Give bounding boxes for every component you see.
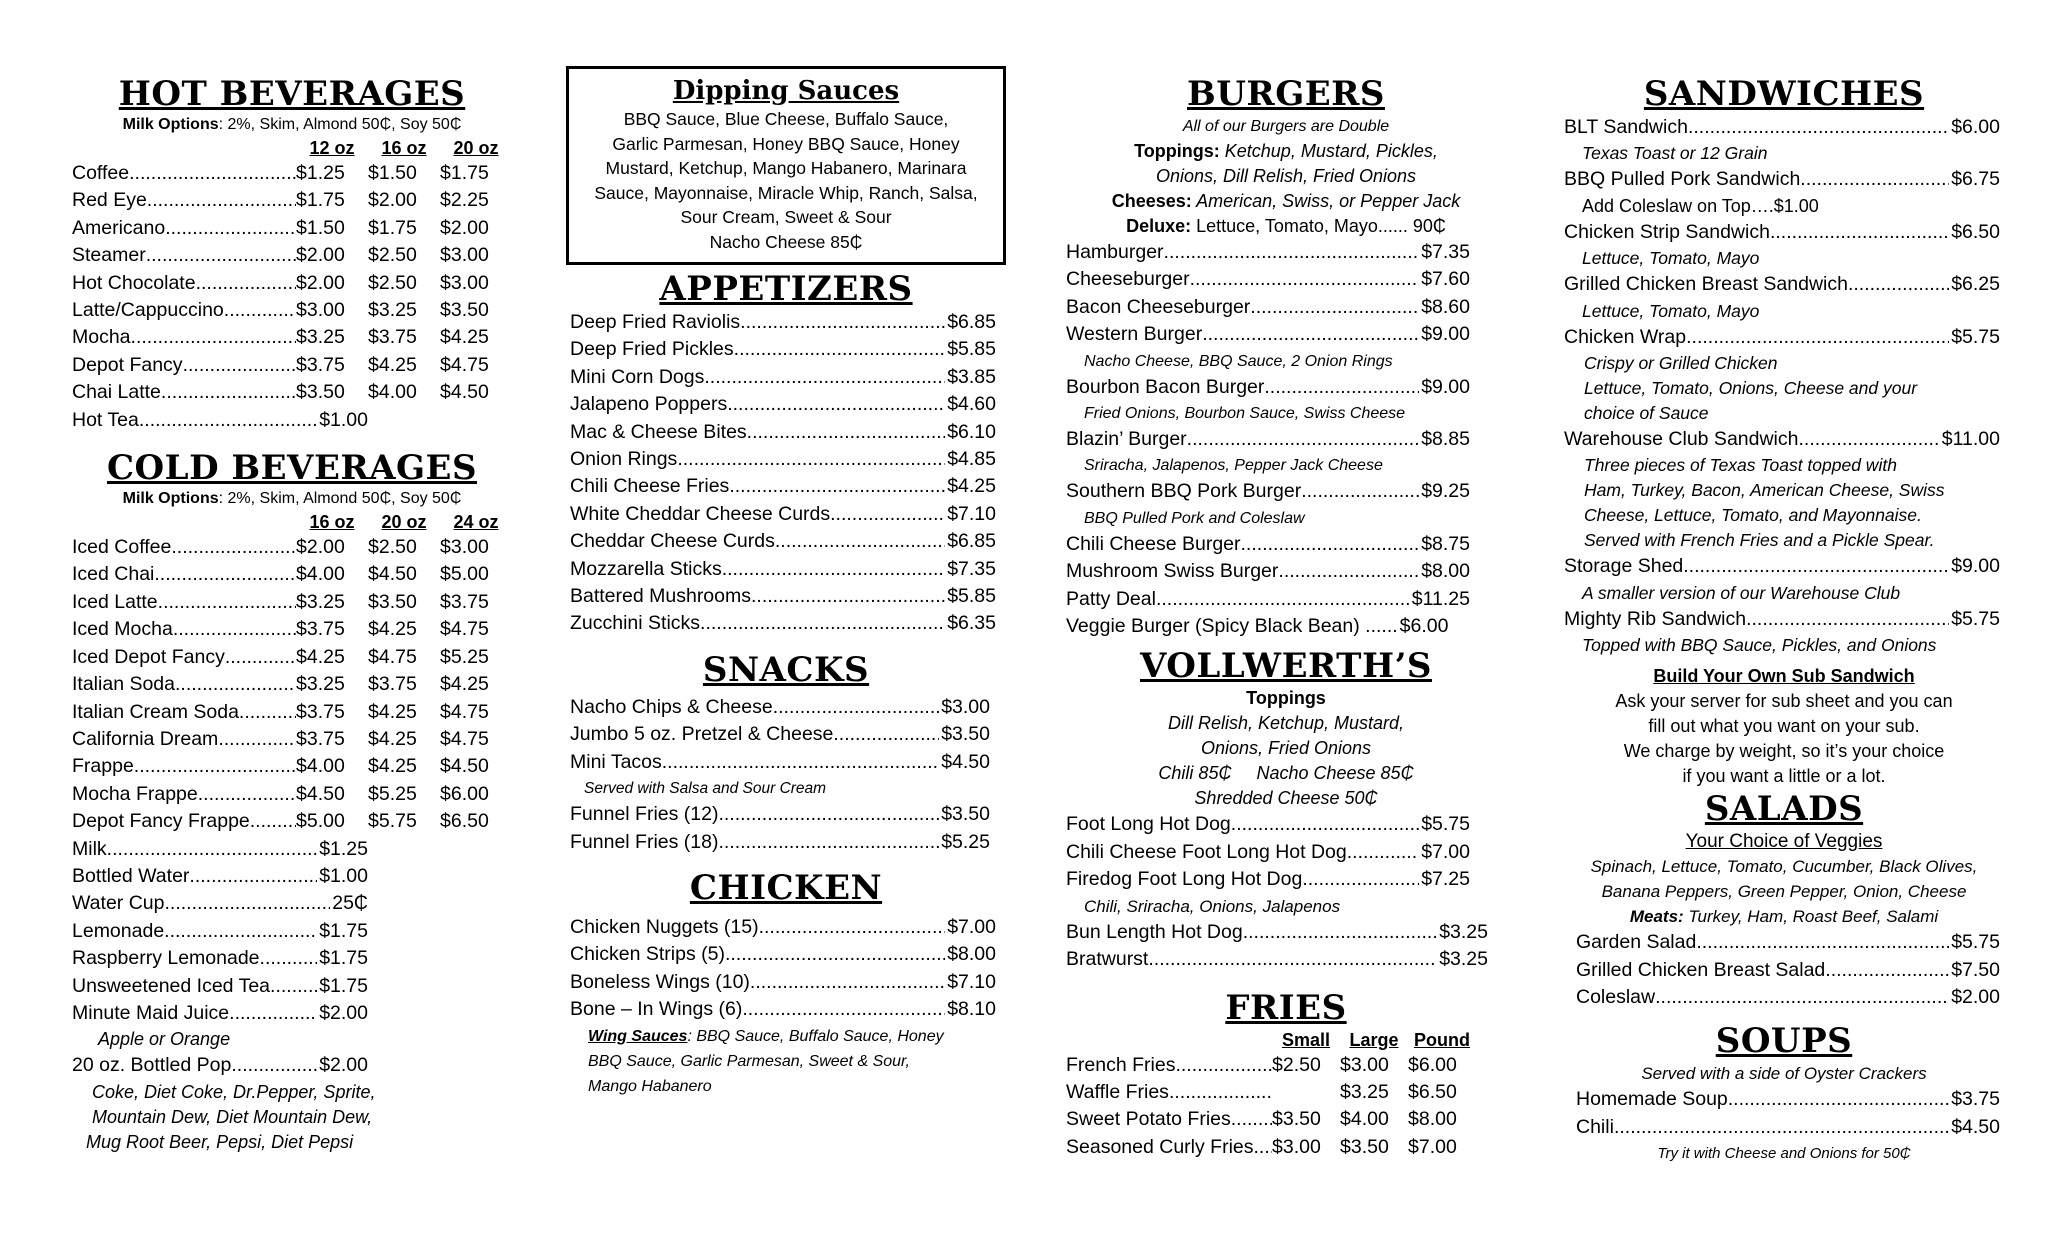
item-note: choice of Sauce: [1584, 403, 1709, 424]
pop-note: Coke, Diet Coke, Dr.Pepper, Sprite,: [92, 1081, 376, 1102]
menu-item: Cheeseburger ..... $7.60: [1066, 266, 1470, 293]
salad-veggies: Spinach, Lettuce, Tomato, Cucumber, Black Olives,: [1590, 857, 1978, 877]
menu-item: Frappe ..... $4.00 $4.25 $4.50: [72, 753, 512, 780]
hot-beverages-heading: HOT BEVERAGES: [118, 74, 466, 114]
menu-item: Chili Cheese Burger ..... $8.75: [1066, 531, 1470, 558]
column-appetizers: [566, 0, 1006, 1099]
menu-item: Western Burger ..... $9.00: [1066, 321, 1470, 348]
menu-item: Foot Long Hot Dog ..... $5.75: [1066, 811, 1470, 838]
burger-list: [1066, 239, 1506, 613]
menu-item: Steamer ..... $2.00 $2.50 $3.00: [72, 242, 512, 269]
burgers-heading: BURGERS: [1187, 74, 1385, 114]
menu-item: Raspberry Lemonade ..... $1.75: [72, 945, 512, 972]
menu-item: Lemonade ..... $1.75: [72, 918, 512, 945]
menu-item: Bratwurst ..... $3.25: [1066, 946, 1488, 973]
item-note: Topped with BBQ Sauce, Pickles, and Onions: [1582, 635, 1937, 656]
hot-milk-options: Milk Options: 2%, Skim, Almond 50₵, Soy 50₵: [122, 116, 462, 133]
menu-item: Chai Latte ..... $3.50 $4.00 $4.50: [72, 379, 512, 406]
menu-item: Bottled Water ..... $1.00: [72, 863, 512, 890]
menu-item: Hamburger ..... $7.35: [1066, 239, 1470, 266]
soup-list: [1564, 1086, 2004, 1141]
fries-list: [1066, 1052, 1506, 1162]
vollwerths-toppings-title: Toppings: [1246, 688, 1326, 709]
menu-item: Depot Fancy ..... $3.75 $4.25 $4.75: [72, 352, 512, 379]
pop-note: Mountain Dew, Diet Mountain Dew,: [92, 1106, 373, 1127]
item-note: Ham, Turkey, Bacon, American Cheese, Swiss: [1584, 480, 1945, 501]
soups-intro: Served with a side of Oyster Crackers: [1641, 1064, 1927, 1084]
menu-item: Mac & Cheese Bites ..... $6.10: [570, 419, 996, 446]
item-note: Texas Toast or 12 Grain: [1582, 143, 1768, 164]
menu-item: Seasoned Curly Fries ..... $3.00 $3.50 $7.00: [1066, 1134, 1476, 1161]
menu-item: Hot Chocolate ..... $2.00 $2.50 $3.00: [72, 270, 512, 297]
menu-item: Coleslaw ..... $2.00: [1576, 984, 2000, 1011]
menu-item: Jalapeno Poppers ..... $4.60: [570, 391, 996, 418]
menu-item: Latte/Cappuccino ..... $3.00 $3.25 $3.50: [72, 297, 512, 324]
menu-item: Deep Fried Raviolis ..... $6.85: [570, 309, 996, 336]
byo-line: Ask your server for sub sheet and you can: [1615, 691, 1953, 712]
menu-item: Chili Cheese Fries ..... $4.25: [570, 473, 996, 500]
snacks-heading: SNACKS: [702, 649, 870, 690]
menu-item: Hot Tea ..... $1.00: [72, 407, 512, 434]
menu-item: Warehouse Club Sandwich ..... $11.00: [1564, 426, 2000, 453]
menu-item: Minute Maid Juice ..... $2.00: [72, 1000, 512, 1027]
menu-item: Mocha ..... $3.25 $3.75 $4.25: [72, 324, 512, 351]
sauce-line: Sauce, Mayonnaise, Miracle Whip, Ranch, Salsa,: [594, 182, 978, 203]
menu-item: Bacon Cheeseburger ..... $8.60: [1066, 294, 1470, 321]
sauce-line: Mustard, Ketchup, Mango Habanero, Marinara: [605, 158, 967, 178]
appetizer-list: [566, 309, 1006, 638]
sauce-line: Sour Cream, Sweet & Sour: [680, 207, 892, 227]
byo-line: fill out what you want on your sub.: [1648, 716, 1920, 737]
menu-item: Southern BBQ Pork Burger ..... $9.25: [1066, 478, 1470, 505]
menu-item: Veggie Burger (Spicy Black Bean) ...... $6.00: [1066, 615, 1449, 638]
menu-item: Zucchini Sticks ..... $6.35: [570, 610, 996, 637]
pop-note: Mug Root Beer, Pepsi, Diet Pepsi: [86, 1131, 354, 1152]
menu-item: White Cheddar Cheese Curds ..... $7.10: [570, 501, 996, 528]
menu-item: Battered Mushrooms ..... $5.85: [570, 583, 996, 610]
item-note: Lettuce, Tomato, Mayo: [1582, 300, 1760, 321]
item-note: Fried Onions, Bourbon Sauce, Swiss Cheese: [1084, 405, 1406, 423]
vollwerths-heading: VOLLWERTH’S: [1140, 646, 1432, 687]
soups-note: Try it with Cheese and Onions for 50₵: [1657, 1145, 1911, 1163]
item-note: Add Coleslaw on Top….$1.00: [1582, 195, 1819, 216]
menu-item: Chicken Strip Sandwich ..... $6.50: [1564, 219, 2000, 246]
menu-item: California Dream ..... $3.75 $4.25 $4.75: [72, 726, 512, 753]
menu-item: Italian Soda ..... $3.25 $3.75 $4.25: [72, 671, 512, 698]
menu-item: Mozzarella Sticks ..... $7.35: [570, 556, 996, 583]
sandwich-list: [1564, 114, 2004, 658]
vollwerths-toppings-line: Dill Relish, Ketchup, Mustard,: [1167, 713, 1405, 734]
dipping-sauces-box: [566, 66, 1006, 265]
menu-item: Iced Coffee ..... $2.00 $2.50 $3.00: [72, 534, 512, 561]
menu-item: Patty Deal ..... $11.25: [1066, 586, 1470, 613]
menu-item: Nacho Chips & Cheese ..... $3.00: [570, 694, 990, 721]
hot-beverage-list: [72, 160, 512, 407]
cold-size-header: 16 oz 20 oz 24 oz: [309, 512, 499, 533]
menu-item: Grilled Chicken Breast Sandwich ..... $6.25: [1564, 271, 2000, 298]
menu-item: Chicken Wrap ..... $5.75: [1564, 324, 2000, 351]
sandwiches-heading: SANDWICHES: [1643, 74, 1925, 114]
vollwerths-shredded: Shredded Cheese 50₵: [1194, 788, 1378, 809]
menu-item: Jumbo 5 oz. Pretzel & Cheese ..... $3.50: [570, 721, 990, 748]
cold-single-list: [72, 836, 512, 1028]
menu-item: Blazin’ Burger ..... $8.85: [1066, 426, 1470, 453]
menu-item: Firedog Foot Long Hot Dog ..... $7.25: [1066, 866, 1470, 893]
juice-note: Apple or Orange: [98, 1029, 231, 1050]
chicken-list: [566, 914, 1006, 1024]
burger-toppings: Toppings: Ketchup, Mustard, Pickles,: [1134, 141, 1438, 161]
hot-dog-list-2: [1066, 919, 1506, 974]
item-note: Crispy or Grilled Chicken: [1584, 353, 1778, 374]
menu-item: Mocha Frappe ..... $4.50 $5.25 $6.00: [72, 781, 512, 808]
menu-item: BLT Sandwich ..... $6.00: [1564, 114, 2000, 141]
column-burgers: [1066, 0, 1506, 1161]
menu-item: Mighty Rib Sandwich ..... $5.75: [1564, 606, 2000, 633]
menu-item: Americano ..... $1.50 $1.75 $2.00: [72, 215, 512, 242]
menu-item: Funnel Fries (12) ..... $3.50: [570, 801, 990, 828]
menu-item: Bourbon Bacon Burger ..... $9.00: [1066, 374, 1470, 401]
item-note: Cheese, Lettuce, Tomato, and Mayonnaise.: [1584, 505, 1922, 526]
menu-item: Onion Rings ..... $4.85: [570, 446, 996, 473]
menu-item: Milk ..... $1.25: [72, 836, 512, 863]
salad-meats: Meats: Turkey, Ham, Roast Beef, Salami: [1629, 907, 1939, 927]
burger-toppings-line: Onions, Dill Relish, Fried Onions: [1155, 166, 1417, 186]
salads-subtitle: Your Choice of Veggies: [1685, 831, 1883, 853]
menu-item: Iced Depot Fancy ..... $4.25 $4.75 $5.25: [72, 644, 512, 671]
burger-cheeses: Cheeses: American, Swiss, or Pepper Jack: [1111, 191, 1461, 211]
vollwerths-toppings-line: Onions, Fried Onions: [1200, 738, 1372, 759]
menu-item: Funnel Fries (18) ..... $5.25: [570, 829, 990, 856]
menu-item: Coffee ..... $1.25 $1.50 $1.75: [72, 160, 512, 187]
menu-item: Storage Shed ..... $9.00: [1564, 553, 2000, 580]
item-note: Lettuce, Tomato, Onions, Cheese and your: [1584, 378, 1918, 399]
menu-item: Water Cup ..... 25₵: [72, 890, 512, 917]
cold-milk-options: Milk Options: 2%, Skim, Almond 50₵, Soy 50₵: [122, 490, 462, 508]
menu-item: 20 oz. Bottled Pop ..... $2.00: [72, 1052, 512, 1079]
appetizers-heading: APPETIZERS: [659, 269, 913, 309]
column-sandwiches: [1564, 0, 2004, 1166]
firedog-note: Chili, Sriracha, Onions, Jalapenos: [1084, 896, 1341, 916]
cold-beverage-list: [72, 534, 512, 835]
wing-sauces-line: BBQ Sauce, Garlic Parmesan, Sweet & Sour,: [588, 1052, 910, 1070]
item-note: A smaller version of our Warehouse Club: [1582, 582, 1901, 603]
salad-list: [1564, 929, 2004, 1011]
hot-dog-list: [1066, 811, 1506, 893]
menu-item: Chicken Nuggets (15) ..... $7.00: [570, 914, 996, 941]
menu-item: Iced Latte ..... $3.25 $3.50 $3.75: [72, 589, 512, 616]
menu-item: Grilled Chicken Breast Salad ..... $7.50: [1576, 957, 2000, 984]
vollwerths-addons: Chili 85₵ Nacho Cheese 85₵: [1158, 763, 1414, 784]
salads-heading: SALADS: [1704, 789, 1864, 830]
menu-item: Garden Salad ..... $5.75: [1576, 929, 2000, 956]
item-note: Three pieces of Texas Toast topped with: [1584, 455, 1897, 476]
sauce-line: Garlic Parmesan, Honey BBQ Sauce, Honey: [612, 133, 960, 154]
chicken-heading: CHICKEN: [689, 867, 883, 908]
snack-list-2: [566, 801, 1006, 856]
menu-item: Chili Cheese Foot Long Hot Dog ..... $7.00: [1066, 839, 1470, 866]
menu-item: French Fries ..... $2.50 $3.00 $6.00: [1066, 1052, 1476, 1079]
menu-item: Mushroom Swiss Burger ..... $8.00: [1066, 558, 1470, 585]
menu-item: Bun Length Hot Dog ..... $3.25: [1066, 919, 1488, 946]
burger-deluxe: Deluxe: Lettuce, Tomato, Mayo...... 90₵: [1126, 216, 1446, 236]
menu-item: Homemade Soup ..... $3.75: [1576, 1086, 2000, 1113]
snack-list: [566, 694, 1006, 776]
wing-sauces-line: Mango Habanero: [588, 1077, 712, 1095]
dipping-sauces-heading: Dipping Sauces: [672, 76, 900, 106]
soups-heading: SOUPS: [1715, 1021, 1853, 1062]
hot-size-header: 12 oz 16 oz 20 oz: [309, 138, 499, 158]
menu-item: Iced Chai ..... $4.00 $4.50 $5.00: [72, 561, 512, 588]
item-note: Sriracha, Jalapenos, Pepper Jack Cheese: [1084, 457, 1383, 475]
menu-item: Italian Cream Soda ..... $3.75 $4.25 $4.75: [72, 699, 512, 726]
menu-item: Waffle Fries ..... $3.25 $6.50: [1066, 1079, 1476, 1106]
menu-item: Cheddar Cheese Curds ..... $6.85: [570, 528, 996, 555]
item-note: Nacho Cheese, BBQ Sauce, 2 Onion Rings: [1084, 352, 1393, 370]
menu-item: Bone – In Wings (6) ..... $8.10: [570, 996, 996, 1023]
tacos-note: Served with Salsa and Sour Cream: [584, 780, 827, 798]
item-note: Lettuce, Tomato, Mayo: [1582, 248, 1760, 269]
byo-title: Build Your Own Sub Sandwich: [1653, 666, 1915, 687]
menu-item: Iced Mocha ..... $3.75 $4.25 $4.75: [72, 616, 512, 643]
column-beverages: [72, 0, 512, 1155]
menu-item: Mini Corn Dogs ..... $3.85: [570, 364, 996, 391]
fries-heading: FRIES: [1225, 987, 1347, 1028]
menu-item: Depot Fancy Frappe ..... $5.00 $5.75 $6.50: [72, 808, 512, 835]
cold-beverages-heading: COLD BEVERAGES: [107, 448, 477, 489]
fries-size-header: Small Large Pound: [1281, 1029, 1470, 1050]
byo-line: if you want a little or a lot.: [1682, 766, 1886, 787]
menu-item: Red Eye ..... $1.75 $2.00 $2.25: [72, 187, 512, 214]
menu-item: Chicken Strips (5) ..... $8.00: [570, 941, 996, 968]
wing-sauces: Wing Sauces: BBQ Sauce, Buffalo Sauce, Honey: [588, 1027, 944, 1045]
item-note: BBQ Pulled Pork and Coleslaw: [1084, 509, 1305, 527]
sauce-line: Nacho Cheese 85₵: [709, 231, 863, 252]
byo-line: We charge by weight, so it’s your choice: [1623, 741, 1945, 762]
salad-veggies: Banana Peppers, Green Pepper, Onion, Cheese: [1601, 882, 1967, 902]
menu-item: Chili ..... $4.50: [1576, 1114, 2000, 1141]
menu-item: Mini Tacos ..... $4.50: [570, 749, 990, 776]
burgers-intro: All of our Burgers are Double: [1182, 118, 1390, 135]
menu-item: Deep Fried Pickles ..... $5.85: [570, 336, 996, 363]
menu-item: Unsweetened Iced Tea ..... $1.75: [72, 973, 512, 1000]
sauce-line: BBQ Sauce, Blue Cheese, Buffalo Sauce,: [623, 109, 949, 129]
menu-item: Boneless Wings (10) ..... $7.10: [570, 969, 996, 996]
menu-item: Sweet Potato Fries ..... $3.50 $4.00 $8.00: [1066, 1106, 1476, 1133]
menu-item: BBQ Pulled Pork Sandwich ..... $6.75: [1564, 166, 2000, 193]
item-note: Served with French Fries and a Pickle Spear.: [1584, 530, 1935, 551]
